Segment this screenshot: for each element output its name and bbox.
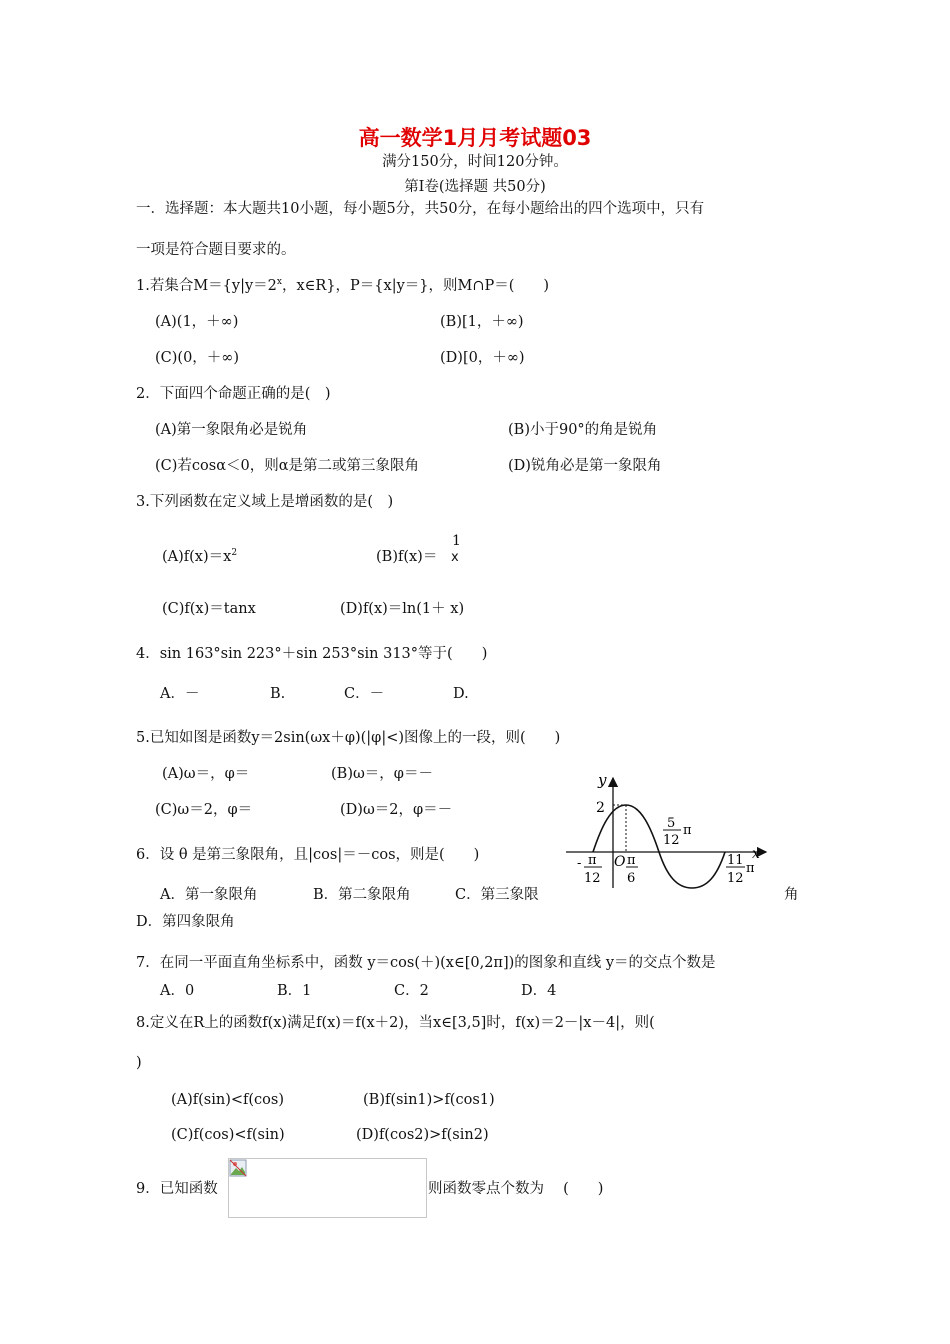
q6-option-b: B．第二象限角 [313,887,411,903]
q4-option-c: C．－ [344,686,385,702]
q4-option-b: B. [270,686,286,702]
eleven-twelfths-den: 12 [727,871,744,886]
neg-pi-den: 12 [584,871,601,886]
q9-stem-end: 则函数零点个数为 ( ) [428,1181,604,1197]
q3-option-a: $(A)f(x)=x^2$ [162,548,238,565]
q5-option-d: (D)ω＝2，φ＝－ [340,802,453,818]
q9-stem-start: 9．已知函数 [136,1181,218,1197]
q3-b-numerator: 1 [452,533,461,549]
q2-option-b: (B)小于90°的角是锐角 [508,422,658,438]
missing-formula-image [228,1158,427,1218]
q8-option-a: (A)f(sin)<f(cos) [171,1092,285,1108]
q8-stem-tail: ) [136,1055,142,1071]
q6-option-c-tail: 角 [784,887,799,903]
q5-option-c: (C)ω＝2，φ＝ [155,802,253,818]
q2-option-a: (A)第一象限角必是锐角 [155,422,308,438]
q3-option-d: (D)f(x)＝ln(1＋ x) [340,601,465,617]
broken-image-icon [229,1159,247,1177]
eleven-twelfths-num: 11 [727,853,744,868]
q8-option-c: (C)f(cos)<f(sin) [171,1127,285,1143]
q6-option-d: D．第四象限角 [136,914,235,930]
five-twelfths-pi: π [683,823,692,838]
q1-stem: 1.若集合$M=\{y|y=2^x$，x∈R}，P＝{x|y＝}，则M∩P＝( ) [136,277,550,294]
section-title: 第Ⅰ卷(选择题 共50分) [404,179,546,195]
y-axis-label: y [598,771,607,789]
x-axis-label: x [752,846,760,862]
page-title: 高一数学1月月考试题03 [358,126,592,150]
q7-option-d: D．4 [521,983,557,999]
q3-stem: 3.下列函数在定义域上是增函数的是( ) [136,494,394,510]
q8-option-d: (D)f(cos2)>f(sin2) [356,1127,489,1143]
q6-option-c: C．第三象限 [455,887,539,903]
q3-b-denominator: x [451,550,459,565]
q4-option-a: A．－ [160,686,200,702]
sine-graph [556,768,776,890]
q1-option-c: (C)(0，＋∞) [155,350,240,366]
q7-option-a: A．0 [160,983,195,999]
q7-option-c: C．2 [394,983,429,999]
pi6-num: π [627,853,636,868]
q5-stem: 5.已知如图是函数y＝2sin(ωx＋φ)(|φ|<)图像上的一段，则( ) [136,730,561,746]
q4-option-d: D. [453,686,469,702]
five-twelfths-den: 12 [663,833,680,848]
q1-option-d: (D)[0，＋∞) [440,350,525,366]
max-value-label: 2 [596,800,605,816]
neg-pi-num: π [588,853,597,868]
q1-option-b: (B)[1，＋∞) [440,314,524,330]
five-twelfths-num: 5 [667,816,676,831]
q6-stem: 6．设 θ 是第三象限角，且|cos|＝－cos，则是( ) [136,847,480,863]
eleven-twelfths-pi: π [746,861,755,876]
instruction-line-2: 一项是符合题目要求的。 [136,242,296,258]
q8-option-b: (B)f(sin1)>f(cos1) [363,1092,495,1108]
q1-option-a: (A)(1，＋∞) [155,314,239,330]
q7-stem: 7．在同一平面直角坐标系中，函数 y＝cos(＋)(x∈[0,2π])的图象和直线 y＝的交点个数是 [136,955,716,971]
q7-option-b: B．1 [277,983,312,999]
q2-option-d: (D)锐角必是第一象限角 [508,458,662,474]
pi6-den: 6 [627,871,636,886]
q5-option-a: (A)ω＝，φ＝ [162,766,250,782]
q2-stem: 2．下面四个命题正确的是( ) [136,386,331,402]
instruction-line-1: 一．选择题：本大题共10小题，每小题5分，共50分，在每小题给出的四个选项中，只有 [136,201,705,217]
q6-option-a: A．第一象限角 [160,887,258,903]
origin-label: O [614,854,626,870]
q5-option-b: (B)ω＝，φ＝－ [331,766,433,782]
q3-option-b: (B)f(x)＝ [376,549,438,565]
neg-sign: - [577,856,582,871]
q3-option-c: (C)f(x)＝tanx [162,601,256,617]
q2-option-c: (C)若cosα＜0，则α是第二或第三象限角 [155,458,420,474]
exam-subtitle: 满分150分，时间120分钟。 [382,154,568,170]
q8-stem: 8.定义在R上的函数f(x)满足f(x)＝f(x＋2)，当x∈[3,5]时，f(x)＝2－|x－4|，则( [136,1015,655,1031]
q4-stem: 4．sin 163°sin 223°＋sin 253°sin 313°等于( ) [136,646,488,662]
